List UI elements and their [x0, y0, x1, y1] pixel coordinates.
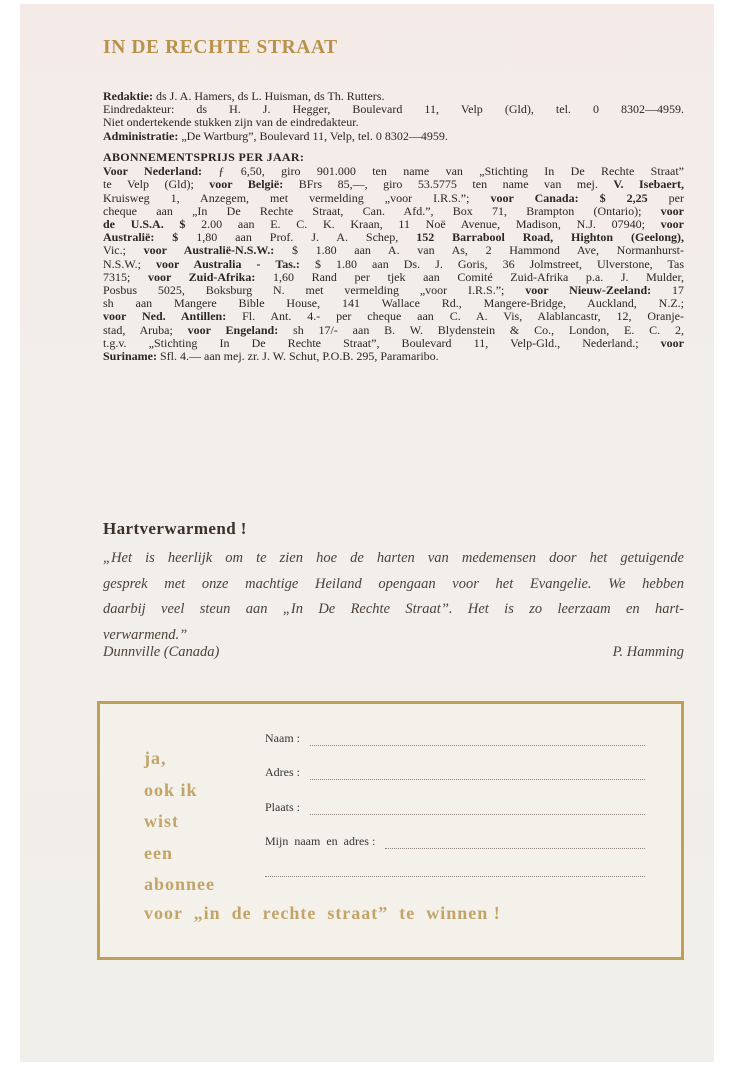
subscription-line [103, 218, 684, 231]
bold-segment: voor [660, 204, 684, 218]
signature-row [103, 640, 684, 666]
subscription-coupon [97, 701, 684, 960]
extra-address-field[interactable] [265, 868, 645, 877]
mijn-naam-label: Mijn naam en adres : [265, 834, 376, 848]
mijn-naam-field[interactable] [265, 834, 645, 849]
naam-field[interactable] [265, 731, 645, 746]
naam-input-line[interactable] [310, 737, 645, 746]
subscription-line [103, 165, 684, 178]
text-segment: Posbus 5025, Boksburg N. met vermelding „voor I.R.S.”; [103, 284, 526, 298]
bold-segment: voor Nieuw-Zeeland: [525, 284, 652, 298]
bold-segment: voor Australië-N.S.W.: [143, 244, 275, 258]
article-quote [103, 546, 684, 666]
slogan-line: wist [144, 811, 179, 831]
bold-segment: Voor Nederland: [103, 165, 203, 179]
mijn-naam-input-line[interactable] [385, 840, 645, 849]
subscription-line [103, 350, 684, 363]
text-segment: Fl. Ant. 4.- per cheque aan C. A. Vis, Alablancastr, 12, Oranje- [226, 310, 684, 324]
bold-segment: voor Ned. Antillen: [103, 310, 227, 324]
bold-segment: voor Australia - Tas.: [155, 257, 300, 271]
subscription-heading: ABONNEMENTSPRIJS PER JAAR: [103, 150, 305, 164]
redaktie-label: Redaktie: [103, 89, 153, 103]
text-segment: per [647, 191, 684, 205]
text-segment: $ 1.80 aan A. van As, 2 Hammond Ave, Normanhurst- [274, 244, 684, 258]
subscription-line [103, 244, 684, 257]
slogan-line: abonnee [144, 874, 216, 894]
subscription-line [103, 205, 684, 218]
subscription-text [103, 165, 684, 363]
subscription-line [103, 231, 684, 244]
bold-segment: de U.S.A. $ [103, 218, 186, 232]
text-segment: cheque aan „In De Rechte Straat, Can. Afd.”, Box 71, Brampton (Ontario); [103, 204, 661, 218]
bold-segment: voor [660, 336, 684, 350]
text-segment: Vic.; [103, 244, 144, 258]
text-segment: t.g.v. „Stichting In De Rechte Straat”, Boulevard 11, Velp-Gld., Nederland.; [103, 336, 661, 350]
eindredakteur-line: Eindredakteur: ds H. J. Hegger, Boulevard 11, Velp (Gld), tel. 0 8302—4959. [103, 103, 684, 117]
redaktie-line [103, 90, 684, 103]
text-segment: 1,60 Rand per tjek aan Comité Zuid-Afrika p.a. J. Mulder, [255, 270, 684, 284]
subscription-line [103, 258, 684, 271]
adres-field[interactable] [265, 765, 645, 780]
text-segment: N.S.W.; [103, 257, 156, 271]
redaktie-text: ds J. A. Hamers, ds L. Huisman, ds Th. Rutters. [153, 89, 385, 103]
slogan-line: voor „in de rechte straat” te winnen ! [144, 903, 501, 923]
text-segment: sh 17/- aan B. W. Blydenstein & Co., London, E. C. 2, [278, 323, 684, 337]
administratie-label: Administratie: [103, 128, 179, 143]
author: P. Hamming [612, 644, 684, 660]
adres-input-line[interactable] [310, 771, 645, 780]
plaats-input-line[interactable] [310, 806, 645, 815]
text-segment: 1,80 aan Prof. J. A. Schep, [178, 231, 417, 245]
subscription-line [103, 192, 684, 205]
slogan-line: een [144, 843, 173, 863]
bold-segment: voor België: [209, 178, 284, 192]
article-heading: Hartverwarmend ! [103, 519, 247, 538]
text-segment: stad, Aruba; [103, 323, 188, 337]
subscription-section [103, 151, 684, 363]
text-segment: te Velp (Gld); [103, 178, 210, 192]
masthead-info [103, 90, 684, 143]
extra-input-line[interactable] [265, 868, 645, 877]
text-segment: $ 1.80 aan Ds. J. Goris, 36 Jolmstreet, Ulverstone, Tas [299, 257, 684, 271]
naam-label: Naam : [265, 731, 300, 745]
quote-line: „Het is heerlijk om te zien hoe de harten van medemensen door het getuigende [103, 550, 684, 566]
text-segment: 17 [651, 284, 684, 298]
quote-line: gesprek met onze machtige Heiland opengaan voor het Evangelie. We hebben [103, 575, 684, 592]
bold-segment: Suriname: [103, 350, 157, 364]
subscription-line [103, 284, 684, 297]
text-segment: sh aan Mangere Bible House, 141 Wallace Rd., Mangere-Bridge, Auckland, N.Z.; [103, 297, 684, 311]
bold-segment: Australië: $ [103, 231, 179, 245]
slogan-line: ja, [144, 748, 167, 768]
text-segment: Sfl. 4.— aan mej. zr. J. W. Schut, P.O.B. 295, Paramaribo. [157, 350, 439, 364]
subscription-line [103, 297, 684, 310]
administratie-line [103, 130, 684, 143]
subscription-line [103, 337, 684, 350]
quote-line: verwarmend.” [103, 626, 188, 643]
bold-segment: voor Zuid-Afrika: [147, 270, 256, 284]
quote-line: daarbij veel steun aan „In De Rechte Straat”. Het is zo leerzaam en hart- [103, 601, 684, 617]
text-segment: 2.00 aan E. C. K. Kraan, 11 Noë Avenue, Madison, N.J. 07940; [185, 218, 661, 232]
text-segment: 7315; [103, 270, 148, 284]
bold-segment: voor Canada: $ 2,25 [490, 191, 648, 205]
text-segment: Kruisweg 1, Anzegem, met vermelding „voor I.R.S.”; [103, 191, 491, 205]
note-line: Niet ondertekende stukken zijn van de eindredakteur. [103, 115, 359, 130]
text-segment: BFrs 85,—, giro 53.5775 ten name van mej. [283, 178, 614, 192]
subscription-line [103, 324, 684, 337]
bold-segment: voor [660, 218, 684, 232]
bold-segment: voor Engeland: [187, 323, 279, 337]
subscription-line [103, 178, 684, 191]
administratie-text: „De Wartburg”, Boulevard 11, Velp, tel. 0 8302—4959. [178, 128, 448, 143]
bold-segment: V. Isebaert, [613, 178, 684, 192]
text-segment: ƒ 6,50, giro 901.000 ten name van „Stichting In De Rechte Straat” [202, 165, 684, 179]
subscription-line [103, 310, 684, 323]
adres-label: Adres : [265, 765, 300, 779]
masthead-title: IN DE RECHTE STRAAT [103, 37, 338, 58]
plaats-label: Plaats : [265, 800, 300, 814]
place: Dunnville (Canada) [103, 644, 220, 660]
slogan-line: ook ik [144, 780, 198, 800]
plaats-field[interactable] [265, 800, 645, 815]
bold-segment: 152 Barrabool Road, Highton (Geelong), [416, 231, 684, 245]
subscription-line [103, 271, 684, 284]
